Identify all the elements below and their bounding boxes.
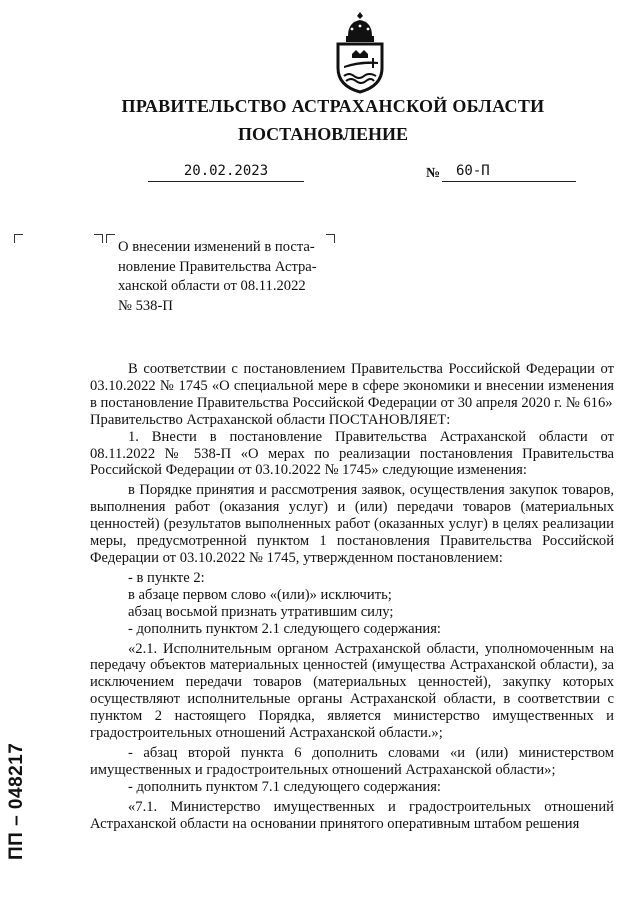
corner-mark xyxy=(14,234,23,243)
corner-mark xyxy=(106,234,115,243)
document-type-title: ПОСТАНОВЛЕНИЕ xyxy=(237,124,409,144)
paragraph: «2.1. Исполнительным органом Астраханской области, уполномоченным на передачу объектов материальных ценностей (имущества Астраханской области), за исключением передачи товаров (материальных ценностей), закупку которых осуществляют исполнительные органы Астраханской области, в соответствии с пунктом 2 настоящего Порядка, является министерство имущественных и градостроительных отношений Астраханской области.»; xyxy=(90,640,614,742)
paragraph: Правительство Астраханской области ПОСТАНОВЛЯЕТ: xyxy=(90,411,451,428)
paragraph: абзац восьмой признать утратившим силу; xyxy=(128,603,394,620)
decree-number: 60-П xyxy=(442,163,576,182)
paragraph: - в пункте 2: xyxy=(128,569,205,586)
subject-line: О внесении изменений в поста- xyxy=(118,239,315,255)
subject-line: ханской области от 08.11.2022 xyxy=(118,278,306,295)
subject-line: № 538-П xyxy=(118,297,173,314)
subject-line: новление Правительства Астра- xyxy=(118,258,317,275)
paragraph: В соответствии с постановлением Правительства Российской Федерации от 03.10.2022 № 1745 «О специальной мере в сфере экономики и внесении изменения в постановление Правительства Российской Федерации от 30 апреля 2020 г. № 616» xyxy=(90,361,614,411)
paragraph: в абзаце первом слово «(или)» исключить; xyxy=(128,586,392,603)
paragraph: «7.1. Министерство имущественных и градостроительных отношений Астраханской области на основании принятого оперативным штабом решения xyxy=(90,798,614,832)
paragraph: - дополнить пунктом 2.1 следующего содержания: xyxy=(128,620,441,637)
paragraph: 1. Внести в постановление Правительства Астраханской области от 08.11.2022 № 538-П «О мерах по реализации постановления Правительства Российской Федерации от 03.10.2022 № 1745» следующие изменения: xyxy=(90,428,614,479)
corner-mark xyxy=(94,234,103,243)
form-serial-number: ПП – 048217 xyxy=(6,742,27,860)
decree-date: 20.02.2023 xyxy=(148,163,304,182)
number-sign: № xyxy=(426,166,441,181)
decree-body xyxy=(90,361,614,832)
paragraph: - абзац второй пункта 6 дополнить словами «и (или) министерством имущественных и градостроительных отношений Астраханской области»; xyxy=(90,744,614,778)
coat-of-arms-icon xyxy=(332,10,388,94)
government-title: ПРАВИТЕЛЬСТВО АСТРАХАНСКОЙ ОБЛАСТИ xyxy=(121,96,545,116)
decree-subject xyxy=(118,238,332,316)
paragraph: - дополнить пунктом 7.1 следующего содержания: xyxy=(128,778,441,795)
paragraph: в Порядке принятия и рассмотрения заявок, осуществления закупок товаров, выполнения работ (оказания услуг) и (или) передачи товаров (материальных ценностей) (результатов выполненных работ (оказанных услуг) в целях реализации меры, предусмотренной пунктом 1 постановления Правительства Российской Федерации от 03.10.2022 № 1745, утвержденном постановлением: xyxy=(90,482,614,566)
